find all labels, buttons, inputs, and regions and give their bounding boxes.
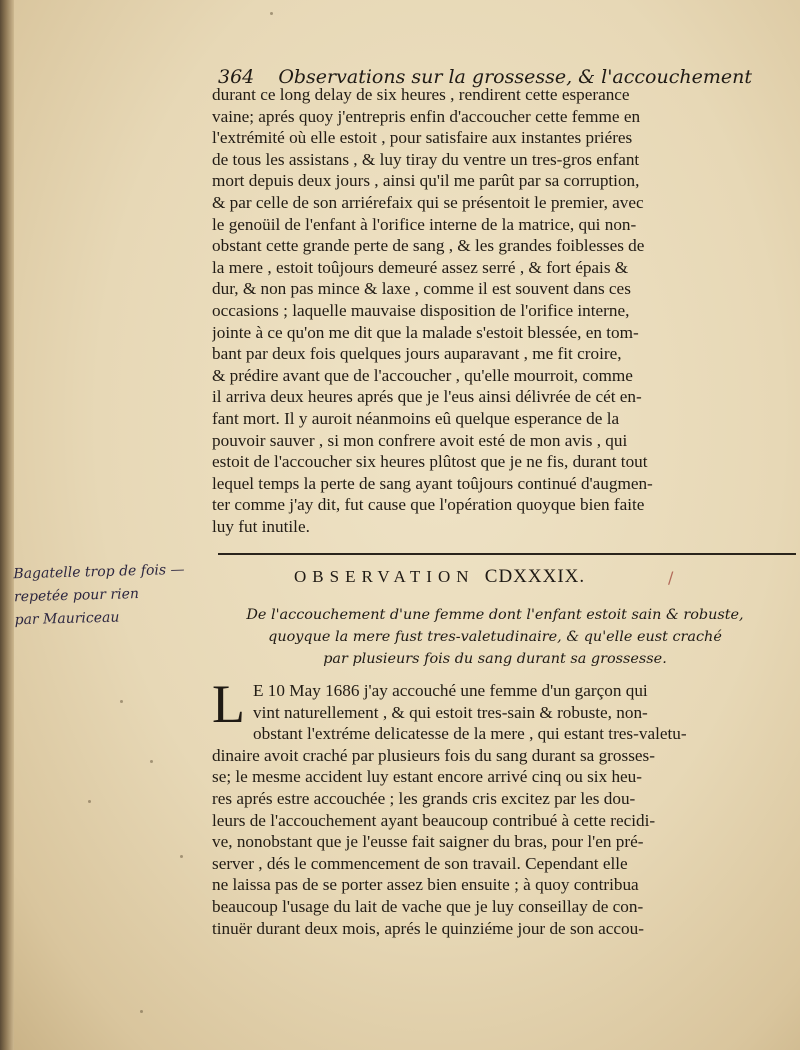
margin-note-line: Bagatelle trop de fois — [13, 561, 185, 583]
text-line: obstant l'extréme delicatesse de la mere , qui estant tres-valetu- [253, 724, 687, 744]
subtitle-line: De l'accouchement d'une femme dont l'enfant estoit sain & robuste, [246, 607, 744, 623]
text-line: la mere , estoit toûjours demeuré assez serré , & fort épais & [212, 257, 629, 277]
text-line: le genoüil de l'enfant à l'orifice interne de la matrice, qui non- [212, 214, 637, 234]
text-line: vint naturellement , & qui estoit tres-sain & robuste, non- [253, 702, 648, 722]
text-line: jointe à ce qu'on me dit que la malade s'estoit blessée, en tom- [212, 322, 639, 342]
text-line: bant par deux fois quelques jours auparavant , me fit croire, [212, 344, 622, 364]
text-line: de tous les assistans , & luy tiray du ventre un tres-gros enfant [212, 149, 640, 169]
text-line: lequel temps la perte de sang ayant toûjours continué d'augmen- [212, 473, 653, 493]
text-line: ve, nonobstant que je l'eusse fait saigner du bras, pour l'en pré- [212, 832, 644, 852]
text-line: server , dés le commencement de son travail. Cependant elle [212, 853, 628, 873]
text-line: & prédire avant que de l'accoucher , qu'elle mourroit, comme [212, 365, 633, 385]
text-line: luy fut inutile. [212, 516, 310, 536]
text-line: vaine; aprés quoy j'entrepris enfin d'accoucher cette femme en [212, 106, 641, 126]
text-line: estoit de l'accoucher six heures plûtost que je ne fis, durant tout [212, 452, 648, 472]
paper-speck [180, 855, 183, 858]
text-line: pouvoir sauver , si mon confrere avoit esté de mon avis , qui [212, 430, 628, 450]
book-gutter [0, 0, 14, 1050]
text-line: res aprés estre accouchée ; les grands cris excitez par les dou- [212, 788, 636, 808]
text-line: il arriva deux heures aprés que je l'eus ainsi délivrée de cét en- [212, 387, 642, 407]
text-line: fant mort. Il y auroit néanmoins eû quelque esperance de la [212, 408, 620, 428]
text-line: dinaire avoit craché par plusieurs fois du sang durant sa grosses- [212, 745, 655, 765]
paper-speck [150, 760, 153, 763]
paragraph-1 [212, 84, 798, 537]
observation-label: OBSERVATION [294, 567, 475, 586]
text-line: & par celle de son arriérefaix qui se présentoit le premier, avec [212, 192, 644, 212]
page-number: 364 [218, 66, 255, 88]
text-line: durant ce long delay de six heures , rendirent cette esperance [212, 85, 630, 104]
text-line: beaucoup l'usage du lait de vache que je luy conseillay de con- [212, 896, 644, 916]
margin-note-line: par Mauriceau [14, 609, 120, 629]
observation-subtitle [190, 604, 800, 670]
text-line: obstant cette grande perte de sang , & les grandes foiblesses de [212, 236, 645, 256]
margin-note-line: repetée pour rien [13, 586, 140, 606]
observation-heading [294, 566, 794, 588]
running-title: Observations sur la grossesse, & l'accouchement [278, 66, 752, 88]
text-line: leurs de l'accouchement ayant beaucoup contribué à cette recidi- [212, 810, 656, 830]
subtitle-line: quoyque la mere fust tres-valetudinaire, & qu'elle eust craché [268, 629, 722, 645]
paper-speck [120, 700, 123, 703]
observation-number: CDXXXIX. [484, 566, 586, 587]
text-line: mort depuis deux jours , ainsi qu'il me parût par sa corruption, [212, 171, 640, 191]
paragraph-2 [212, 674, 798, 939]
section-rule [218, 553, 796, 555]
text-line: ne laissa pas de se porter assez bien ensuite ; à quoy contribua [212, 875, 639, 895]
paper-speck [270, 12, 273, 15]
paper-speck [88, 800, 91, 803]
text-line: dur, & non pas mince & laxe , comme il est souvent dans ces [212, 279, 631, 299]
drop-cap: L [212, 674, 245, 734]
pencil-mark-icon: / [668, 568, 674, 587]
text-line: se; le mesme accident luy estant encore arrivé cinq ou six heu- [212, 767, 642, 787]
text-line: tinuër durant deux mois, aprés le quinziéme jour de son accou- [212, 918, 644, 938]
subtitle-line: par plusieurs fois du sang durant sa grossesse. [323, 651, 667, 667]
paper-speck [140, 1010, 143, 1013]
text-line: ter comme j'ay dit, fut cause que l'opération quoyque bien faite [212, 495, 645, 515]
text-line: occasions ; laquelle mauvaise disposition de l'orifice interne, [212, 300, 630, 320]
text-line: E 10 May 1686 j'ay accouché une femme d'un garçon qui [253, 681, 648, 700]
text-line: l'extrémité où elle estoit , pour satisfaire aux instantes priéres [212, 128, 633, 148]
